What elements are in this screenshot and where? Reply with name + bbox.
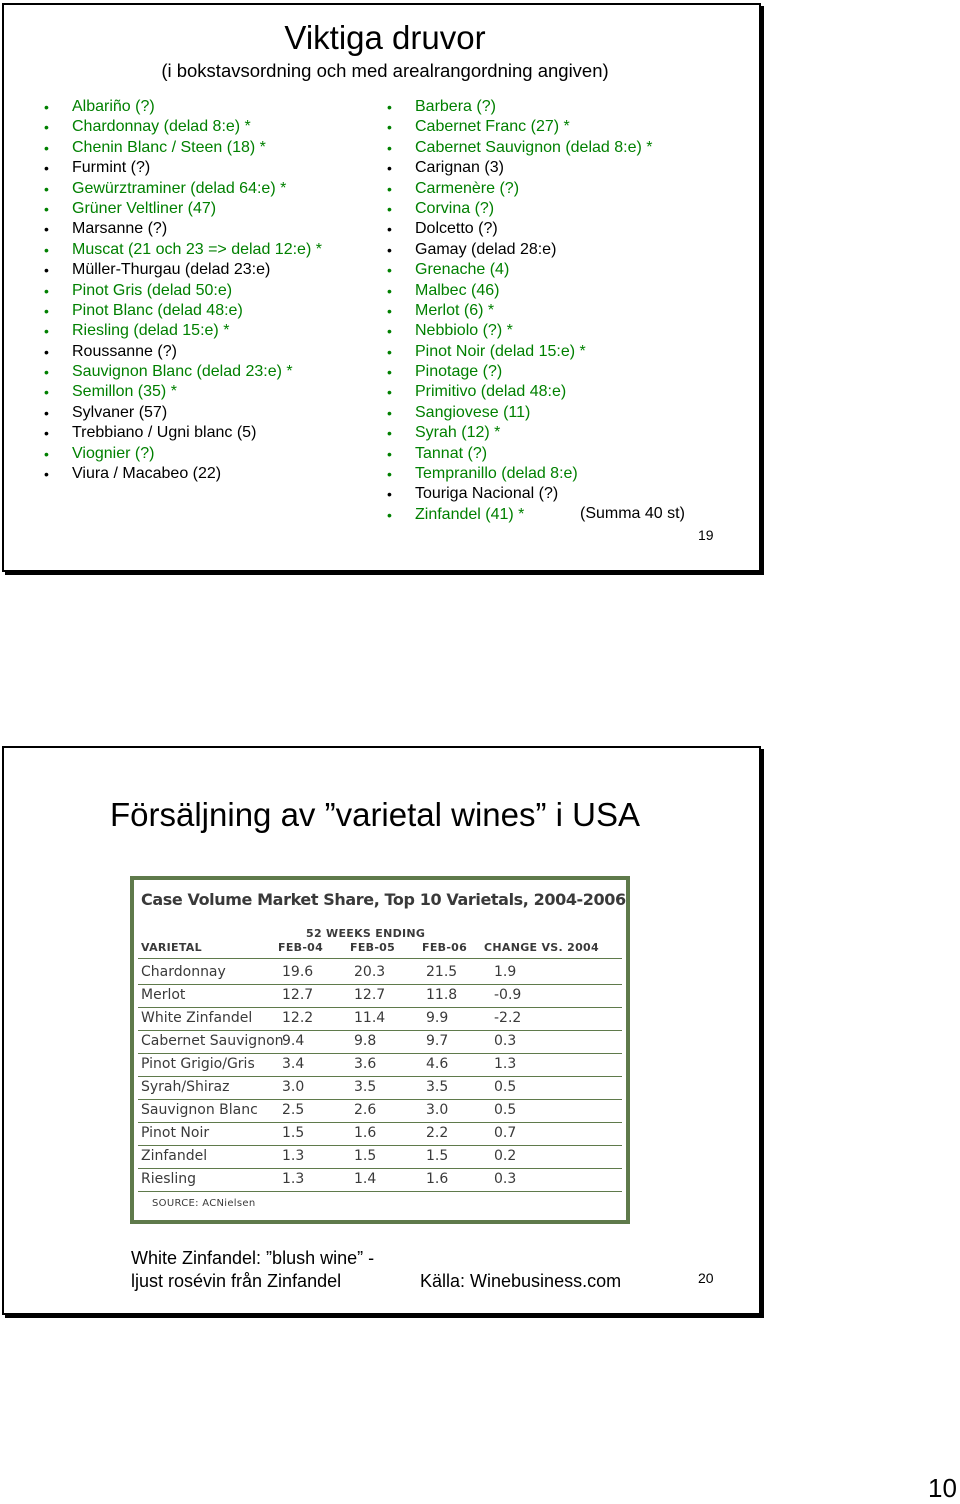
varietal-cell: White Zinfandel	[141, 1010, 253, 1026]
value-cell: 12.7	[354, 987, 386, 1003]
bullet-icon: •	[44, 425, 49, 442]
grape-label: Malbec (46)	[415, 281, 500, 299]
bullet-icon: •	[44, 282, 49, 299]
grape-item	[387, 464, 653, 484]
value-cell: 3.0	[426, 1102, 449, 1118]
table-source: SOURCE: ACNielsen	[152, 1198, 256, 1209]
grape-item	[387, 342, 653, 362]
table-subtitle: 52 WEEKS ENDING	[306, 927, 426, 940]
grape-label: Chardonnay (delad 8:e) *	[72, 118, 251, 136]
value-cell: 9.9	[426, 1010, 449, 1026]
grape-label: Gewürztraminer (delad 64:e) *	[72, 179, 287, 197]
grape-label: Albariño (?)	[72, 98, 155, 115]
column-header: FEB-06	[422, 941, 468, 954]
slide-page-number: 20	[698, 1270, 714, 1286]
grape-item	[387, 321, 653, 341]
grape-item	[387, 117, 653, 137]
grape-item	[44, 219, 322, 239]
value-cell: 1.3	[282, 1171, 305, 1187]
grape-item	[387, 260, 653, 280]
grape-label: Pinotage (?)	[415, 363, 503, 381]
grape-label: Sangiovese (11)	[415, 403, 531, 421]
bullet-icon: •	[44, 384, 49, 401]
bullet-icon: •	[387, 384, 392, 401]
grape-label: Viognier (?)	[72, 444, 155, 462]
column-header: VARIETAL	[141, 941, 202, 954]
grape-item	[387, 219, 653, 239]
bullet-icon: •	[387, 486, 392, 503]
bullet-icon: •	[44, 200, 49, 217]
value-cell: 11.4	[354, 1010, 386, 1026]
grape-label: Pinot Gris (delad 50:e)	[72, 281, 233, 299]
varietal-cell: Cabernet Sauvignon	[141, 1033, 284, 1049]
varietal-cell: Merlot	[141, 987, 186, 1003]
grape-label: Furmint (?)	[72, 159, 151, 177]
row-divider	[138, 1191, 622, 1192]
grape-label: Sauvignon Blanc (delad 23:e) *	[72, 363, 293, 381]
value-cell: 2.2	[426, 1125, 449, 1141]
grape-label: Carignan (3)	[415, 159, 504, 177]
row-divider	[138, 958, 622, 959]
grape-label: Syrah (12) *	[415, 424, 501, 442]
grape-item	[387, 423, 653, 443]
value-cell: -0.9	[494, 987, 522, 1003]
grape-label: Carmenère (?)	[415, 179, 520, 197]
value-cell: 1.3	[282, 1148, 305, 1164]
total-count: (Summa 40 st)	[580, 505, 685, 522]
row-divider	[138, 1099, 622, 1100]
grape-label: Barbera (?)	[415, 98, 496, 115]
red-grapes-list	[387, 97, 653, 525]
bullet-icon: •	[44, 262, 49, 279]
bullet-icon: •	[387, 221, 392, 238]
grape-label: Chenin Blanc / Steen (18) *	[72, 138, 266, 156]
bullet-icon: •	[387, 425, 392, 442]
value-cell: 2.5	[282, 1102, 305, 1118]
value-cell: 1.5	[282, 1125, 305, 1141]
bullet-icon: •	[387, 343, 392, 360]
value-cell: 1.9	[494, 964, 517, 980]
bullet-icon: •	[387, 445, 392, 462]
bullet-icon: •	[387, 119, 392, 136]
bullet-icon: •	[44, 241, 49, 258]
grape-label: Cabernet Sauvignon (delad 8:e) *	[415, 138, 653, 156]
bullet-icon: •	[387, 200, 392, 217]
value-cell: 1.3	[494, 1056, 517, 1072]
value-cell: 1.4	[354, 1171, 377, 1187]
bullet-icon: •	[44, 160, 49, 177]
grape-label: Corvina (?)	[415, 199, 495, 217]
grape-item	[387, 382, 653, 402]
bullet-icon: •	[387, 241, 392, 258]
grape-item	[44, 444, 322, 464]
grape-label: Muscat (21 och 23 => delad 12:e) *	[72, 240, 322, 258]
bullet-icon: •	[387, 180, 392, 197]
grape-item	[44, 403, 322, 423]
value-cell: 3.0	[282, 1079, 305, 1095]
grape-label: Grüner Veltliner (47)	[72, 199, 217, 217]
value-cell: 0.5	[494, 1102, 517, 1118]
grape-item	[387, 484, 653, 504]
value-cell: 3.4	[282, 1056, 305, 1072]
value-cell: 21.5	[426, 964, 458, 980]
bullet-icon: •	[44, 139, 49, 156]
grape-item	[44, 240, 322, 260]
grape-label: Cabernet Franc (27) *	[415, 118, 570, 136]
value-cell: 2.6	[354, 1102, 377, 1118]
value-cell: 3.5	[354, 1079, 377, 1095]
value-cell: 12.2	[282, 1010, 314, 1026]
grape-label: Zinfandel (41) *	[415, 505, 525, 523]
value-cell: 0.3	[494, 1033, 517, 1049]
value-cell: 4.6	[426, 1056, 449, 1072]
grape-label: Dolcetto (?)	[415, 220, 498, 238]
grape-label: Roussanne (?)	[72, 342, 177, 360]
white-grapes-list	[44, 97, 322, 484]
varietal-cell: Pinot Grigio/Gris	[141, 1056, 255, 1072]
grape-label: Primitivo (delad 48:e)	[415, 383, 567, 401]
bullet-icon: •	[44, 180, 49, 197]
note	[131, 1247, 374, 1293]
value-cell: 0.7	[494, 1125, 517, 1141]
bullet-icon: •	[387, 323, 392, 340]
value-cell: 9.4	[282, 1033, 305, 1049]
varietal-cell: Sauvignon Blanc	[141, 1102, 258, 1118]
row-divider	[138, 1076, 622, 1077]
bullet-icon: •	[387, 506, 392, 523]
value-cell: 0.5	[494, 1079, 517, 1095]
value-cell: 9.8	[354, 1033, 377, 1049]
note-line: White Zinfandel: ”blush wine” -	[131, 1248, 375, 1268]
value-cell: 3.6	[354, 1056, 377, 1072]
grape-label: Sylvaner (57)	[72, 403, 168, 421]
grape-label: Marsanne (?)	[72, 220, 168, 238]
row-divider	[138, 1122, 622, 1123]
bullet-icon: •	[44, 404, 49, 421]
bullet-icon: •	[387, 262, 392, 279]
varietal-cell: Zinfandel	[141, 1148, 208, 1164]
varietal-cell: Riesling	[141, 1171, 197, 1187]
grape-item	[44, 301, 322, 321]
grape-item	[44, 199, 322, 219]
value-cell: 12.7	[282, 987, 314, 1003]
value-cell: 9.7	[426, 1033, 449, 1049]
grape-item	[44, 423, 322, 443]
grape-item	[44, 281, 322, 301]
bullet-icon: •	[387, 466, 392, 483]
grape-item	[387, 97, 653, 117]
bullet-icon: •	[387, 404, 392, 421]
row-divider	[138, 1007, 622, 1008]
row-divider	[138, 1145, 622, 1146]
bullet-icon: •	[387, 302, 392, 319]
grape-label: Viura / Macabeo (22)	[72, 465, 222, 483]
note-line: ljust rosévin från Zinfandel	[131, 1271, 342, 1291]
grape-item	[387, 199, 653, 219]
grape-label: Merlot (6) *	[415, 301, 495, 319]
grape-label: Gamay (delad 28:e)	[415, 240, 557, 258]
grape-item	[44, 117, 322, 137]
bullet-icon: •	[44, 99, 49, 115]
slide-title: Viktiga druvor	[284, 19, 486, 56]
row-divider	[138, 1168, 622, 1169]
bullet-icon: •	[44, 343, 49, 360]
varietal-cell: Syrah/Shiraz	[141, 1079, 230, 1095]
market-share-table	[130, 876, 630, 1224]
slide-subtitle: (i bokstavsordning och med arealrangordning angiven)	[161, 60, 609, 81]
grape-item	[44, 342, 322, 362]
value-cell: 19.6	[282, 964, 314, 980]
grape-label: Touriga Nacional (?)	[415, 485, 559, 503]
grape-label: Trebbiano / Ugni blanc (5)	[72, 424, 257, 442]
bullet-icon: •	[387, 282, 392, 299]
bullet-icon: •	[44, 119, 49, 136]
grape-item	[44, 260, 322, 280]
grape-label: Tempranillo (delad 8:e)	[415, 465, 578, 483]
grape-item	[387, 444, 653, 464]
bullet-icon: •	[44, 302, 49, 319]
column-header: FEB-05	[350, 941, 396, 954]
document-page-number: 10	[928, 1473, 957, 1503]
grape-label: Riesling (delad 15:e) *	[72, 322, 230, 340]
grape-item	[44, 97, 322, 117]
grape-label: Grenache (4)	[415, 261, 510, 279]
bullet-icon: •	[387, 139, 392, 156]
grape-item	[44, 138, 322, 158]
grape-label: Nebbiolo (?) *	[415, 322, 513, 340]
grape-item	[387, 362, 653, 382]
grape-item	[44, 158, 322, 178]
table-title: Case Volume Market Share, Top 10 Varietals, 2004-2006	[141, 890, 626, 909]
bullet-icon: •	[44, 364, 49, 381]
value-cell: 1.5	[354, 1148, 377, 1164]
grape-item	[387, 403, 653, 423]
row-divider	[138, 984, 622, 985]
grape-item	[44, 179, 322, 199]
grape-item	[387, 179, 653, 199]
value-cell: 3.5	[426, 1079, 449, 1095]
value-cell: -2.2	[494, 1010, 522, 1026]
value-cell: 11.8	[426, 987, 458, 1003]
grape-label: Pinot Noir (delad 15:e) *	[415, 342, 586, 360]
bullet-icon: •	[387, 160, 392, 177]
value-cell: 1.5	[426, 1148, 449, 1164]
slide-title: Försäljning av ”varietal wines” i USA	[110, 796, 641, 833]
bullet-icon: •	[44, 445, 49, 462]
value-cell: 20.3	[354, 964, 386, 980]
grape-label: Tannat (?)	[415, 444, 488, 462]
bullet-icon: •	[44, 466, 49, 483]
varietal-cell: Chardonnay	[141, 964, 226, 980]
row-divider	[138, 1030, 622, 1031]
grape-item	[44, 362, 322, 382]
source-credit: Källa: Winebusiness.com	[420, 1271, 622, 1291]
bullet-icon: •	[44, 323, 49, 340]
grape-item	[44, 321, 322, 341]
grape-label: Müller-Thurgau (delad 23:e)	[72, 261, 271, 279]
row-divider	[138, 1053, 622, 1054]
grape-item	[387, 281, 653, 301]
varietal-cell: Pinot Noir	[141, 1125, 210, 1141]
grape-item	[387, 158, 653, 178]
grape-label: Semillon (35) *	[72, 383, 177, 401]
grape-item	[387, 240, 653, 260]
bullet-icon: •	[387, 364, 392, 381]
grape-label: Pinot Blanc (delad 48:e)	[72, 301, 243, 319]
grape-item	[387, 138, 653, 158]
value-cell: 1.6	[354, 1125, 377, 1141]
grape-item	[387, 301, 653, 321]
column-header: CHANGE VS. 2004	[484, 941, 599, 954]
bullet-icon: •	[387, 99, 392, 115]
value-cell: 0.2	[494, 1148, 517, 1164]
column-header: FEB-04	[278, 941, 324, 954]
grape-item	[44, 382, 322, 402]
slide-page-number: 19	[698, 527, 714, 543]
value-cell: 0.3	[494, 1171, 517, 1187]
grape-item	[44, 464, 322, 484]
value-cell: 1.6	[426, 1171, 449, 1187]
bullet-icon: •	[44, 221, 49, 238]
